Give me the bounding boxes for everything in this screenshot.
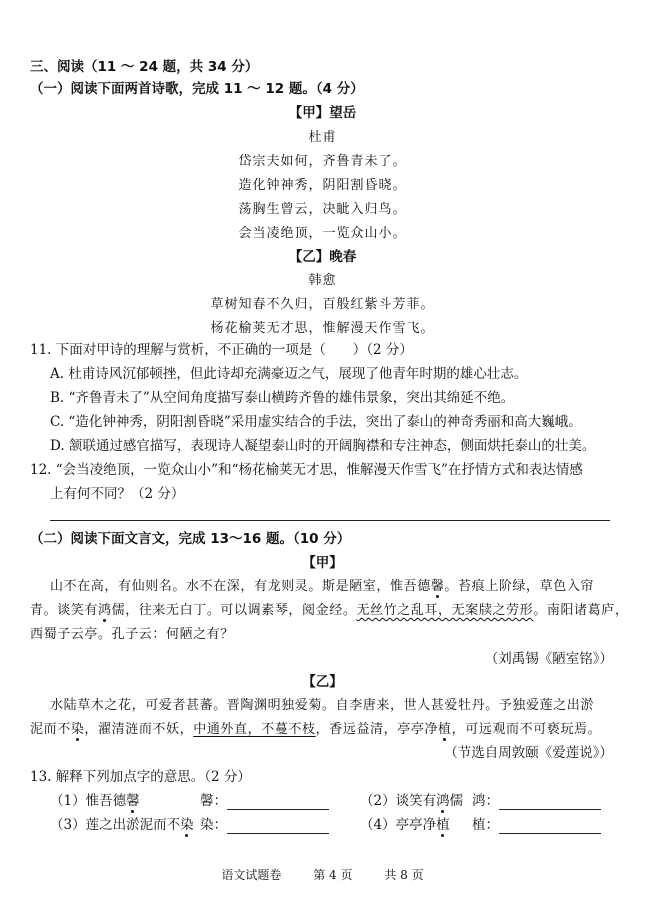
poem-b-author: 韩愈 bbox=[308, 273, 337, 288]
text-b-line2: 泥而不染，濯清涟而不妖，中通外直，不蔓不枝，香远益清，亭亭净植，可远观而不可亵玩焉。 bbox=[30, 722, 602, 737]
poem-a-author: 杜甫 bbox=[308, 130, 337, 145]
poem-a-line: 造化钟神秀，阴阳割昏晓。 bbox=[238, 178, 407, 193]
footer-subject: 语文试题卷 bbox=[221, 868, 282, 882]
section-title: 三、阅读（11 ～ 24 题，共 34 分） bbox=[30, 59, 259, 75]
question-13-answer-2[interactable]: 鸿： bbox=[472, 792, 601, 810]
text-a-line3: 西蜀子云亭。孔子云：何陋之有？ bbox=[30, 627, 235, 642]
answer-blank[interactable] bbox=[499, 819, 601, 834]
question-13-item-4: （4）亭亭净植 bbox=[360, 817, 450, 833]
question-13-stem: 13. 解释下列加点字的意思。（2 分） bbox=[30, 769, 251, 785]
question-11-option-a: A. 杜甫诗风沉郁顿挫，但此诗却充满豪迈之气，展现了他青年时期的雄心壮志。 bbox=[50, 366, 528, 382]
answer-blank[interactable] bbox=[227, 819, 329, 834]
question-13-item-2: （2）谈笑有鸿儒 bbox=[360, 793, 464, 809]
text-b-source: （节选自周敦颐《爱莲说》） bbox=[444, 745, 613, 761]
question-11-option-b: B. “齐鲁青未了”从空间角度描写泰山横跨齐鲁的雄伟景象，突出其绵延不绝。 bbox=[50, 390, 515, 406]
poem-b-line: 杨花榆荚无才思，惟解漫天作雪飞。 bbox=[210, 321, 435, 336]
page-footer bbox=[0, 866, 645, 883]
wavy-underlined-phrase: 无丝竹之乱耳，无案牍之劳形 bbox=[356, 603, 534, 618]
answer-blank[interactable] bbox=[499, 795, 601, 810]
poem-a-title: 【甲】望岳 bbox=[288, 105, 357, 121]
underlined-phrase: 中通外直，不蔓不枝 bbox=[193, 722, 316, 737]
dotted-char: 鸿 bbox=[436, 793, 450, 809]
text-a-line1: 山不在高，有仙则名。水不在深，有龙则灵。斯是陋室，惟吾德馨。苔痕上阶绿，草色入帘 bbox=[50, 579, 595, 594]
question-13-answer-4[interactable]: 植： bbox=[472, 816, 601, 834]
text-a-label: 【甲】 bbox=[302, 555, 343, 571]
dotted-char: 染 bbox=[180, 817, 194, 833]
text-b-label: 【乙】 bbox=[302, 674, 343, 690]
poem-b-line: 草树知春不久归，百般红紫斗芳菲。 bbox=[210, 297, 435, 312]
dotted-char: 植 bbox=[438, 722, 452, 737]
footer-total: 共 8 页 bbox=[384, 868, 424, 882]
question-13-answer-1[interactable]: 馨： bbox=[200, 792, 329, 810]
answer-blank[interactable] bbox=[227, 795, 329, 810]
part2-title: （二）阅读下面文言文，完成 13～16 题。（10 分） bbox=[30, 531, 351, 547]
text-a-source: （刘禹锡《陋室铭》） bbox=[484, 651, 613, 667]
part1-title: （一）阅读下面两首诗歌，完成 11 ～ 12 题。（4 分） bbox=[30, 81, 364, 97]
dotted-char: 鸿 bbox=[98, 603, 112, 618]
dotted-char: 馨 bbox=[430, 579, 445, 594]
poem-a-line: 荡胸生曾云，决眦入归鸟。 bbox=[238, 202, 407, 217]
dotted-char: 染 bbox=[70, 722, 85, 737]
question-11-option-c: C. “造化钟神秀，阴阳割昏晓”采用虚实结合的手法，突出了泰山的神奇秀丽和高大巍峨。 bbox=[50, 414, 582, 430]
footer-page: 第 4 页 bbox=[313, 868, 353, 882]
question-13-answer-3[interactable]: 染： bbox=[200, 816, 329, 834]
question-11-stem: 11. 下面对甲诗的理解与赏析，不正确的一项是（ ）（2 分） bbox=[30, 342, 413, 358]
text-a-line2: 青。谈笑有鸿儒，往来无白丁。可以调素琴，阅金经。无丝竹之乱耳，无案牍之劳形。南阳诸葛庐， bbox=[30, 603, 629, 618]
text-b-line1: 水陆草木之花，可爱者甚蕃。晋陶渊明独爱菊。自李唐来，世人甚爱牡丹。予独爱莲之出淤 bbox=[50, 698, 595, 713]
question-13-item-1: （1）惟吾德馨 bbox=[50, 793, 140, 809]
dotted-char: 植 bbox=[436, 817, 450, 833]
answer-line[interactable] bbox=[50, 520, 610, 521]
poem-a-line: 岱宗夫如何，齐鲁青未了。 bbox=[238, 154, 407, 169]
dotted-char: 馨 bbox=[126, 793, 140, 809]
question-12-line1: 12. “会当凌绝顶，一览众山小”和“杨花榆荚无才思，惟解漫天作雪飞”在抒情方式和表达情感 bbox=[30, 462, 583, 478]
poem-b-title: 【乙】晚春 bbox=[288, 249, 357, 265]
question-13-item-3: （3）莲之出淤泥而不染 bbox=[50, 817, 194, 833]
question-11-option-d: D. 颔联通过感官描写，表现诗人凝望泰山时的开阔胸襟和专注神态，侧面烘托泰山的壮美。 bbox=[50, 438, 596, 454]
poem-a-line: 会当凌绝顶，一览众山小。 bbox=[238, 226, 407, 241]
question-12-line2: 上有何不同？（2 分） bbox=[50, 486, 185, 502]
